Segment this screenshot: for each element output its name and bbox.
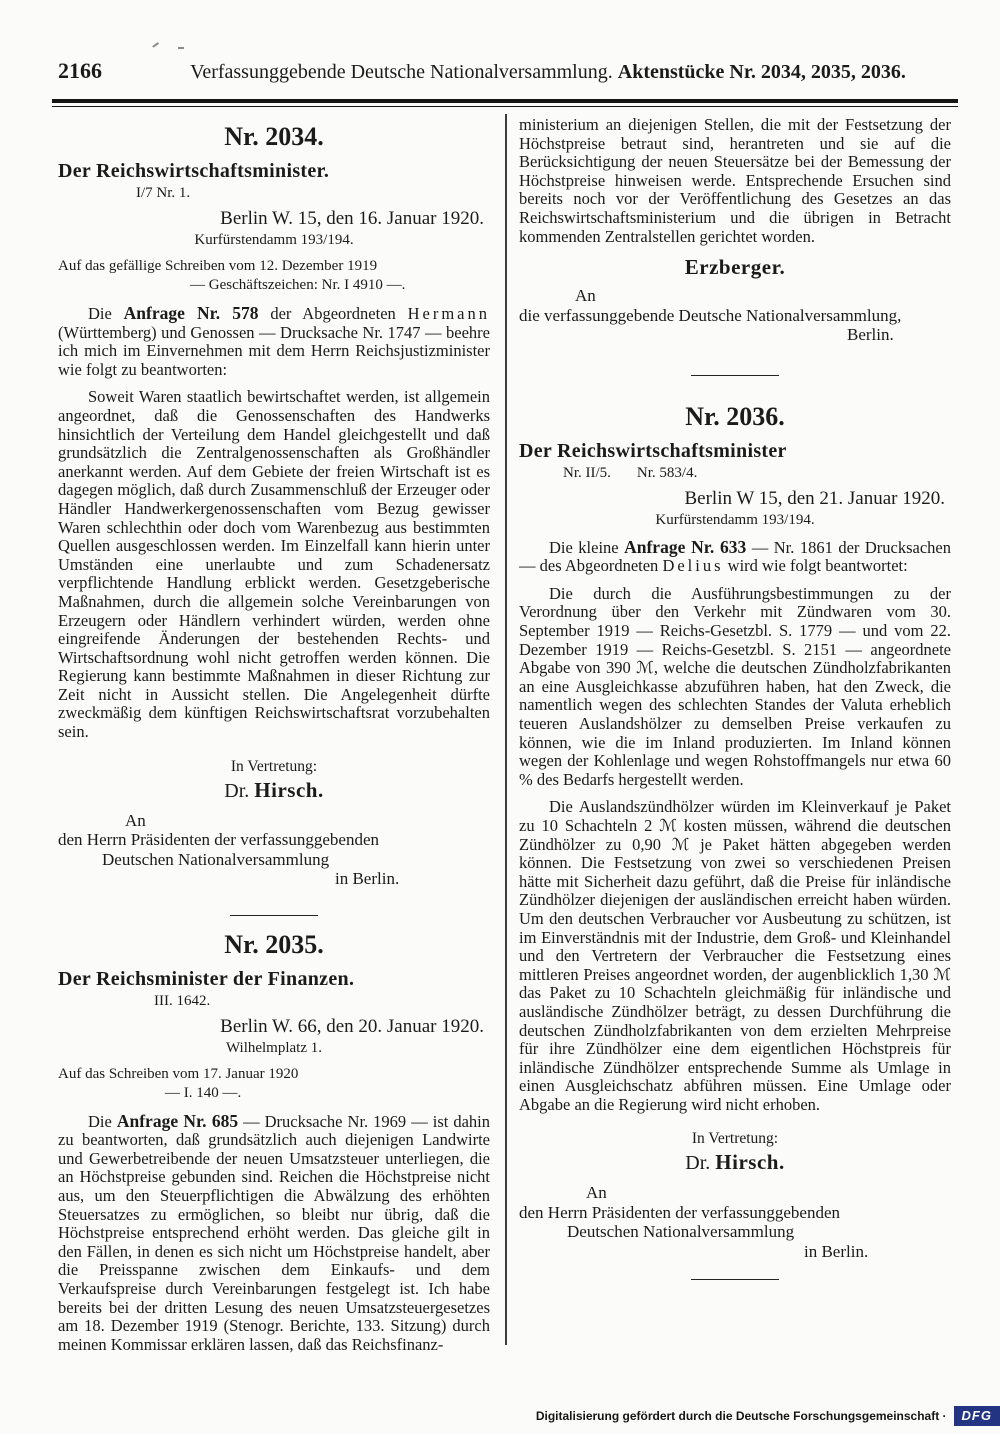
doc-2035-paragraph-1: Die Anfrage Nr. 685 — Drucksache Nr. 1969 — ist dahin zu beantworten, daß grundsätzlich auch diejenigen Landwirte und Gewerbetreibende der neuen Umsatzsteuer unterliegen, die an Höchstpreise gebunden sind. Reichen die Höchstpreise nicht aus, um den Steuerpflichtigen die Abwälzung des erhöhten Steuersatzes zu ermöglichen, so bleibt nur übrig, daß die Höchstpreise entsprechend erhöht werden. Das gleiche gilt in den Fällen, in denen es sich nicht um Höchstpreise handelt, aber die Preisspanne zwischen dem Einkaufs- und dem Verkaufspreise durch Vereinbarungen festgelegt ist. Ich habe bereits bei der dritten Lesung des neuen Umsatzsteuergesetzes am 18. Dezember 1919 (Stenogr. Berichte, 133. Sitzung) durch meinen Kommissar erklären lassen, daß das Reichsfinanz- xyxy=(58,1110,491,1354)
page-number: 2166 xyxy=(58,58,102,83)
recipient-an: An xyxy=(575,286,596,306)
doc-2036-dateline: Berlin W 15, den 21. Januar 1920. xyxy=(684,487,945,509)
doc-2035-continuation-section xyxy=(519,116,951,345)
page-header xyxy=(58,58,954,84)
dfg-logo: DFG xyxy=(954,1406,1000,1426)
doc-2035-street-address: Wilhelmplatz 1. xyxy=(225,1039,323,1056)
section-divider xyxy=(691,1279,779,1280)
section-divider xyxy=(691,375,779,376)
doc-2034-subject-line: Auf das gefällige Schreiben vom 12. Dezember 1919 xyxy=(58,258,378,274)
anfrage-578-bold: Anfrage Nr. 578 xyxy=(123,303,259,323)
doc-2034-street-address: Kurfürstendamm 193/194. xyxy=(194,232,354,248)
doc-2034-paragraph-2: Soweit Waren staatlich bewirtschaftet werden, ist allgemein angeordnet, daß die Genossenschaften des Handwerks hinsichtlich der Verteilung dem Handel gleichgestellt und daß grundsätzlich die Zentralgenossenschaften als Großhändler anerkannt werden. Auf dem Gebiete der freien Wirtschaft ist es dagegen möglich, daß durch Zusammenschluß der Erzeuger oder Händler Handwerkergenossenschaften vom Bezug gewisser Waren schlechthin oder doch vom Warenbezug aus bestimmten Quellen ausgeschlossen werden. Im Einzelfall kann hierin unter Umständen eine unerlaubte und zum Schadenersatz verpflichtende Handlung erblickt werden. Gesetzgeberische Maßnahmen, durch die allgemein solche Vereinbarungen von Erzeugern oder Händlern verhindert würden, werden ohne eingreifende Änderungen der bestehenden Rechts- und Wirtschaftsordnung wohl nicht getroffen werden können. Die Regierung kann bestimmte Maßnahmen in dieser Richtung zur Zeit nicht in Aussicht stellen. Die Angelegenheit dürfte zweckmäßig dem künftigen Reichswirtschaftsrat vorzubehalten sein. xyxy=(58,387,490,742)
doc-2036-street-address: Kurfürstendamm 193/194. xyxy=(655,511,815,528)
aktenstuecke-numbers: Aktenstücke Nr. 2034, 2035, 2036. xyxy=(617,61,906,83)
doc-2034-recipient-block xyxy=(58,811,490,889)
doc-2035-recipient-block xyxy=(519,286,951,345)
doc-2035-sender: Der Reichsminister der Finanzen. xyxy=(58,967,355,990)
doc-2035-signature: Erzberger. xyxy=(684,255,786,280)
anfrage-633-bold: Anfrage Nr. 633 xyxy=(624,536,747,557)
doc-2035-number: Nr. 2035. xyxy=(224,929,324,959)
doc-2034-sender: Der Reichswirtschaftsminister. xyxy=(58,160,330,182)
doc-2036-file-reference: Nr. II/5. Nr. 583/4. xyxy=(563,464,698,481)
doc-2036-number: Nr. 2036. xyxy=(685,401,785,431)
doc-2035-file-reference: III. 1642. xyxy=(154,992,211,1009)
assembly-title: Verfassunggebende Deutsche Nationalversammlung. xyxy=(190,61,613,83)
recipient-line-2: Deutschen Nationalversammlung xyxy=(567,1222,795,1242)
recipient-an: An xyxy=(586,1183,607,1203)
recipient-line-2: Deutschen Nationalversammlung xyxy=(102,849,330,869)
recipient-line-1: den Herrn Präsidenten der verfassunggebenden xyxy=(519,1202,840,1222)
recipient-line-3: in Berlin. xyxy=(804,1241,869,1261)
doc-2036-signature: Dr. Hirsch. xyxy=(685,1150,785,1175)
credit-text: Digitalisierung gefördert durch die Deutsche Forschungsgemeinschaft · xyxy=(535,1409,947,1423)
doc-2035-continuation-paragraph: ministerium an diejenigen Stellen, die mit der Festsetzung der Höchstpreise betraut sind, herantreten und sie auf die Berücksichtigung der neuen Steuersätze bei der Bemessung der Höchstpreise hinweisen werde. Entsprechende Ersuchen sind bereits noch vor der Veröffentlichung des Gesetzes an das Reichswirtschaftsministerium und die übrigen in Betracht kommenden Zentralstellen gerichtet worden. xyxy=(519,115,951,246)
doc-2034-number: Nr. 2034. xyxy=(224,122,324,151)
doc-2035-section xyxy=(58,930,490,1355)
doc-2036-paragraph-2: Die durch die Ausführungsbestimmungen zu der Verordnung über den Verkehr mit Zündwaren vom 30. September 1919 — Reichs-Gesetzbl. S. 1779 — und vom 22. Dezember 1919 — Reichs-Gesetzbl. S. 2151 — angeordnete Abgabe von 390 ℳ, welche die deutschen Zündholzfabrikanten an eine Ausgleichkasse abzuführen haben, hat den Zweck, die namentlich wegen des schlechten Standes der Valuta erheblich teueren Auslandshölzer zu demselben Preise verkaufen zu können, wie die im Inland produzierten. Im Inland können wegen der Kohlenlage und wegen Rohstoffmangels nur etwa 60 % des Bedarfs hergestellt werden. xyxy=(519,583,951,789)
digitization-credit xyxy=(536,1406,1000,1426)
doc-2036-paragraph-3: Die Auslandszündhölzer würden im Kleinverkauf je Paket zu 10 Schachteln 2 ℳ kosten müssen, während die deutschen Zündhölzer zu 0,90 ℳ je Paket hätten abgegeben werden können. Die Festsetzung von zwei so verschiedenen Preisen hätte mit Sicherheit dazu geführt, daß die Preise für inländische Zündhölzer diejenigen der ausländischen erreicht haben würden. Um den deutschen Verbraucher vor Ausbeutung zu schützen, ist im Einverständnis mit der Industrie, dem Groß- und Kleinhandel und den Vertretern der Verbraucher die Festsetzung eines mittleren Preises angeordnet worden, der augenblicklich 1,30 ℳ das Paket zu 10 Schachteln gleichmäßig für inländische und ausländische Zündhölzer beträgt, zu dessen Durchführung die deutschen Zündholzfabrikanten von dem erzielten Mehrpreise für ihre Zündhölzer eine dem eigentlichen Höchstpreis für inländische Zündhölzer entsprechende Summe als Umlage in einen Ausgleichschatz abführen müssen. Eine Umlage oder Abgabe an die Regierung wird nicht erhoben. xyxy=(519,797,951,1114)
doc-2036-paragraph-1: Die kleine Anfrage Nr. 633 — Nr. 1861 der Drucksachen — des Abgeordneten Delius wird wie folgt beantwortet: xyxy=(519,536,951,576)
doc-2035-subject-reference: — I. 140 —. xyxy=(165,1084,242,1101)
doc-2034-section xyxy=(58,122,490,889)
recipient-line-1: den Herrn Präsidenten der verfassunggebenden xyxy=(58,830,379,850)
left-column xyxy=(58,112,490,1363)
column-divider-rule xyxy=(505,114,507,1345)
doc-2034-file-reference: I/7 Nr. 1. xyxy=(136,185,191,201)
doc-2034-paragraph-1: Die Anfrage Nr. 578 der Abgeordneten Hermann (Württemberg) und Genossen — Drucksache Nr. 1747 — beehre ich mich im Einvernehmen mit dem Herrn Reichsjustizminister wie folgt zu beantworten: xyxy=(58,303,490,379)
header-rule xyxy=(52,99,958,107)
running-title xyxy=(142,61,954,84)
doc-2036-signature-prefix: In Vertretung: xyxy=(691,1130,779,1148)
anfrage-685-bold: Anfrage Nr. 685 xyxy=(116,1110,239,1131)
doc-2036-recipient-block xyxy=(519,1183,951,1261)
pen-mark-artifact xyxy=(152,42,186,52)
section-divider xyxy=(230,915,318,916)
deputy-name-delius: Delius xyxy=(662,556,724,576)
doc-2034-signature: Dr. Hirsch. xyxy=(224,777,324,802)
doc-2035-dateline: Berlin W. 66, den 20. Januar 1920. xyxy=(220,1015,484,1037)
doc-2036-section xyxy=(519,402,951,1281)
doc-2034-signature-prefix: In Vertretung: xyxy=(230,757,318,775)
doc-2034-dateline: Berlin W. 15, den 16. Januar 1920. xyxy=(220,208,484,229)
recipient-line-3: in Berlin. xyxy=(335,869,400,889)
deputy-name-hermann: Hermann xyxy=(407,304,490,323)
doc-2035-subject-line: Auf das Schreiben vom 17. Januar 1920 xyxy=(58,1065,299,1082)
recipient-line-2: Berlin. xyxy=(847,325,894,345)
recipient-an: An xyxy=(125,810,146,830)
doc-2036-sender: Der Reichswirtschaftsminister xyxy=(519,439,787,462)
doc-2034-subject-reference: — Geschäftszeichen: Nr. I 4910 —. xyxy=(190,277,406,293)
recipient-line-1: die verfassunggebende Deutsche Nationalversammlung, xyxy=(519,305,902,325)
right-column xyxy=(519,112,951,1290)
